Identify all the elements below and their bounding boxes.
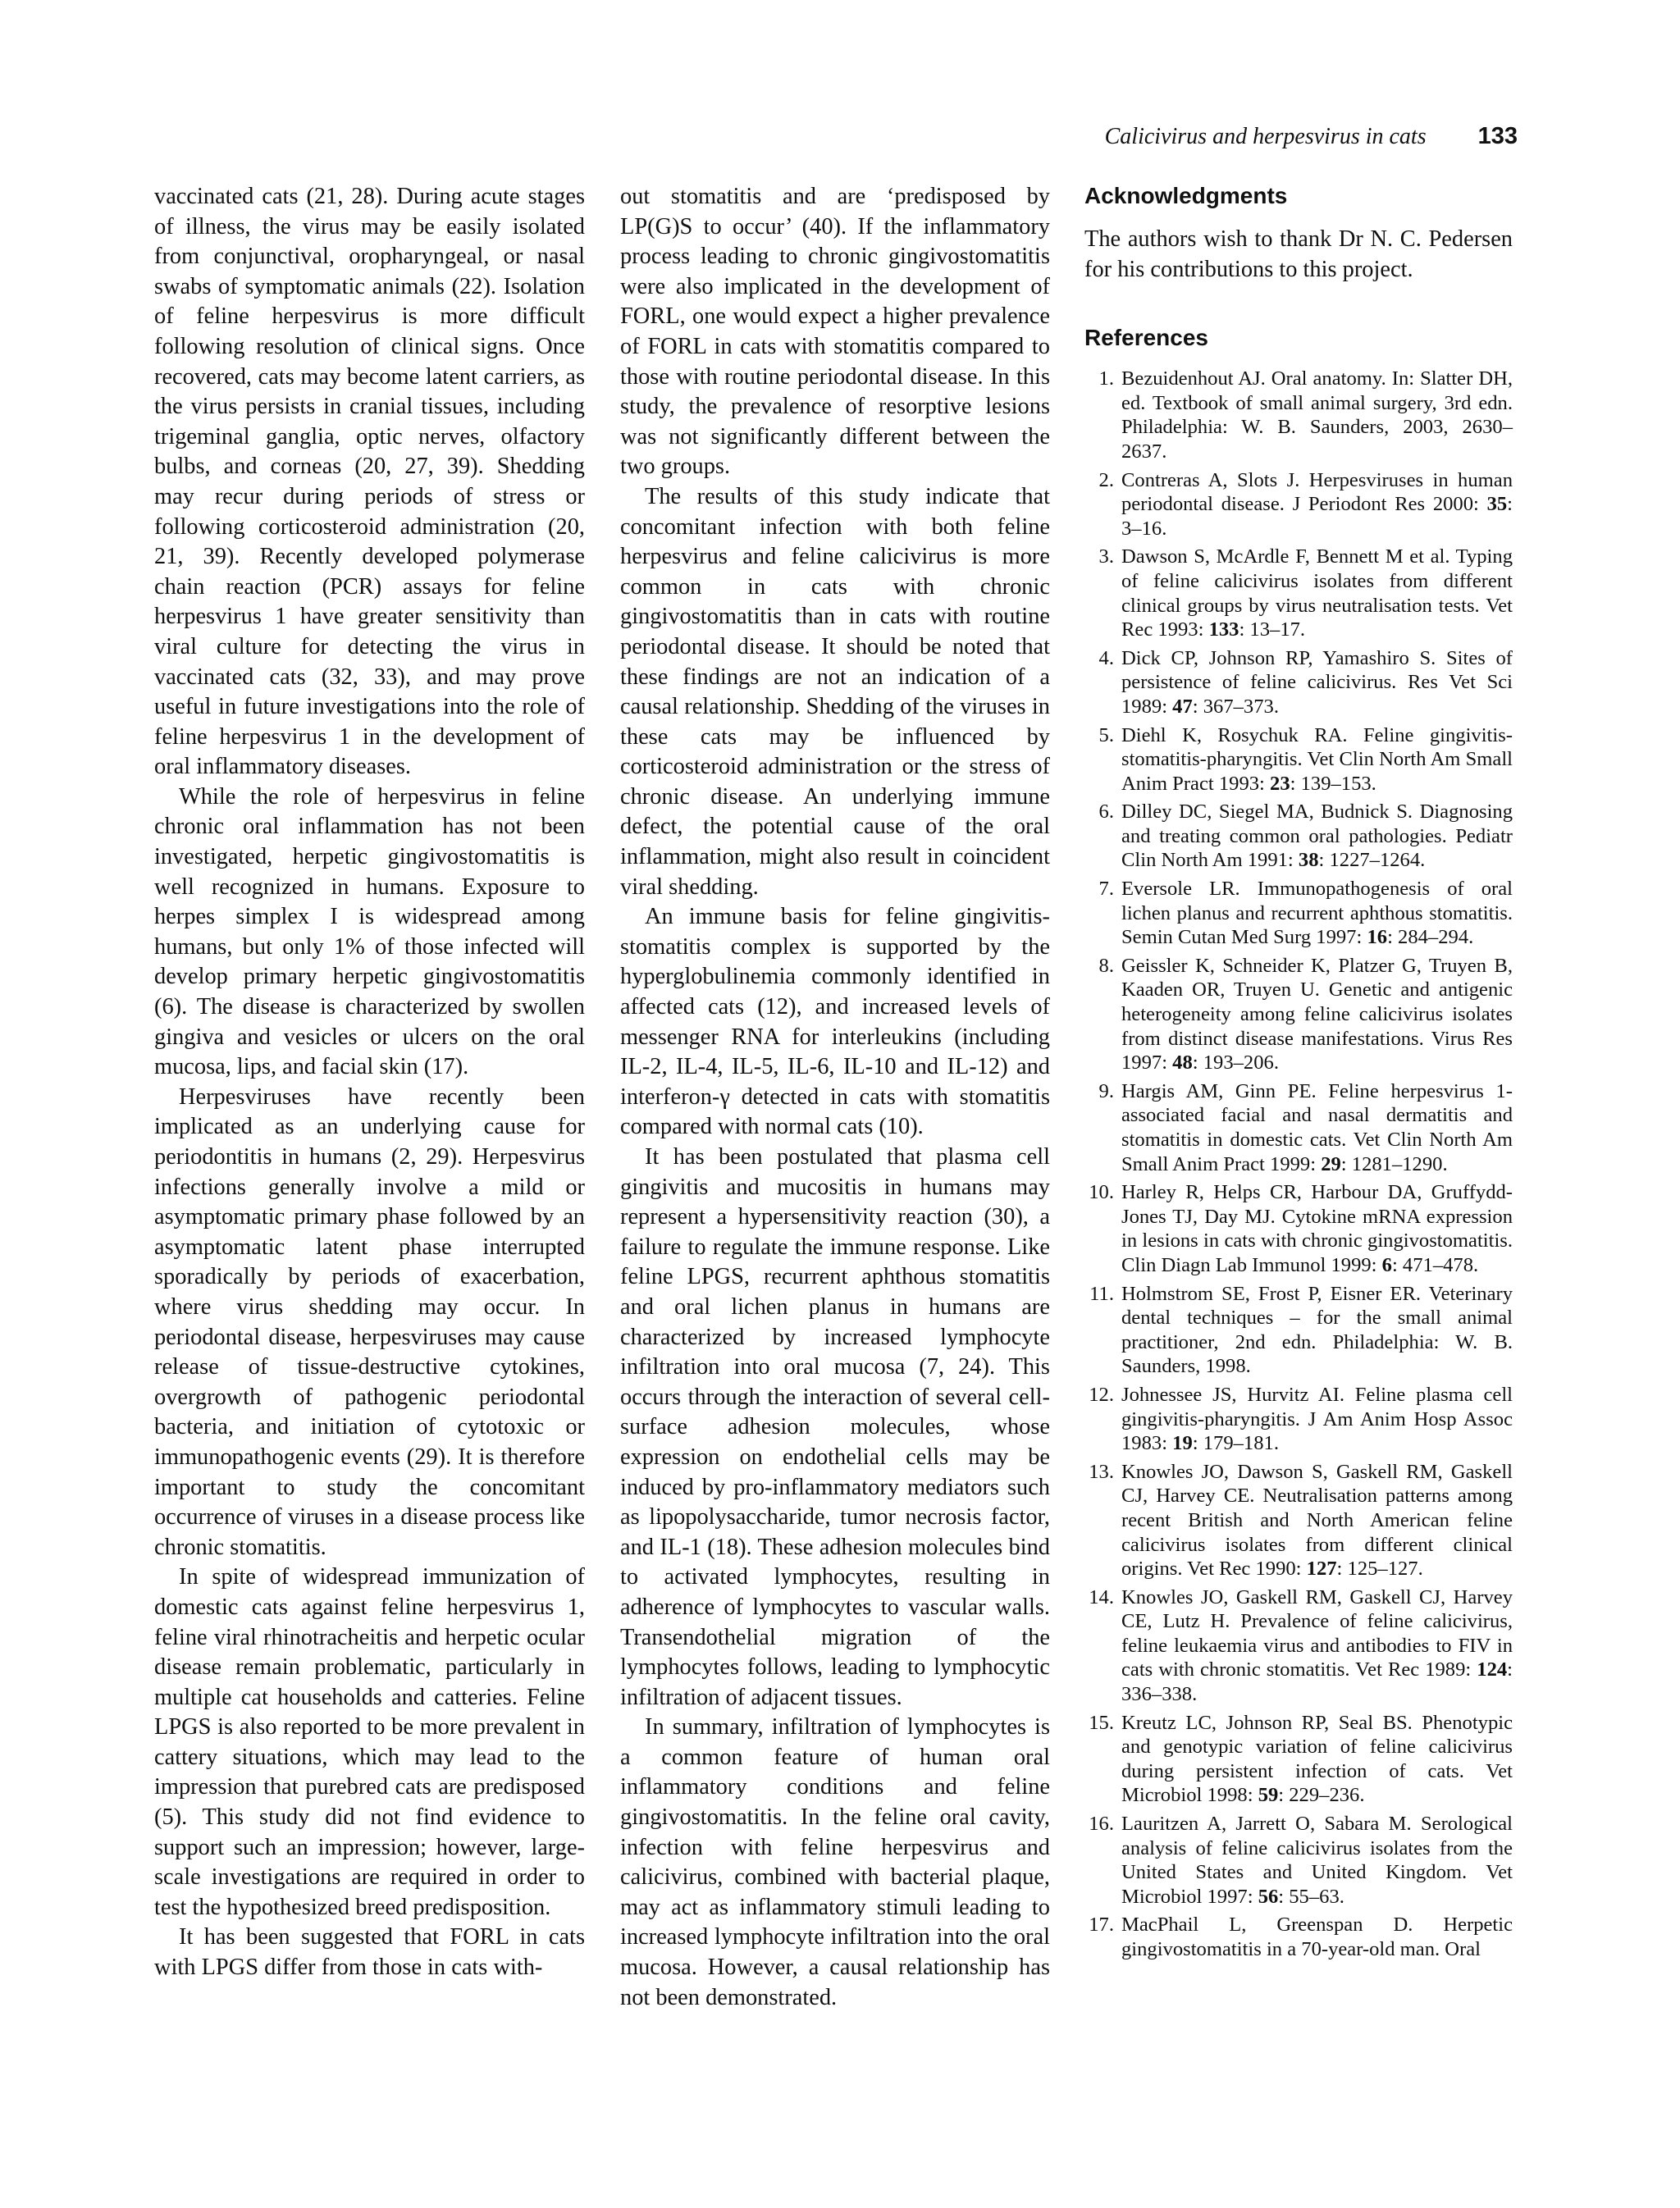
reference-text: Contreras A, Slots J. Herpesviruses in human periodontal disease. J Periodont Res 2000: (1121, 468, 1513, 516)
reference-item (1084, 800, 1513, 873)
page-number: 133 (1477, 123, 1518, 149)
reference-pages: : 55–63. (1278, 1885, 1344, 1908)
reference-volume: 127 (1306, 1558, 1337, 1581)
reference-pages: : 284–294. (1387, 926, 1474, 949)
reference-number: 5. (1098, 723, 1114, 746)
body-paragraph: The results of this study indicate that concomitant infection with both feline herpesvirus and feline calicivirus is more common in cats with chronic gingivostomatitis than in cats with routine periodontal disease. It should be noted that these findings are not an indication of a causal relationship. Shedding of the viruses in these cats may be influenced by corticosteroid administration or the stress of chronic disease. An underlying immune defect, the potential cause of the oral inflammation, might also result in coincident viral shedding. (620, 483, 1050, 900)
body-paragraph: An immune basis for feline gingivitis-stomatitis complex is supported by the hyperglobulinemia commonly identified in affected cats (12), and increased levels of messenger RNA for interleukins (including IL-2, IL-4, IL-5, IL-6, IL-10 and IL-12) and interferon-γ detected in cats with stomatitis compared with normal cats (10). (620, 904, 1050, 1140)
reference-item (1084, 1711, 1513, 1808)
references-heading: References (1084, 325, 1208, 351)
reference-text: Kreutz LC, Johnson RP, Seal BS. Phenotypic and genotypic variation of feline calicivirus during persistent infection of cats. Vet Microbiol 1998: (1121, 1711, 1513, 1807)
reference-text: Geissler K, Schneider K, Platzer G, Truyen B, Kaaden OR, Truyen U. Genetic and antigenic heterogeneity among feline calicivirus isolates from distinct disease manifestations. Virus Res 1997: (1121, 954, 1513, 1074)
reference-number: 17. (1089, 1914, 1114, 1937)
reference-item (1084, 1913, 1513, 1961)
reference-text: Knowles JO, Dawson S, Gaskell RM, Gaskell CJ, Harvey CE. Neutralisation patterns among recent British and North American feline calicivirus isolates from different clinical origins. Vet Rec 1990: (1121, 1460, 1513, 1581)
body-paragraph: out stomatitis and are ‘predisposed by LP(G)S to occur’ (40). If the inflammatory process leading to chronic gingivostomatitis were also implicated in the development of FORL, one would expect a higher prevalence of FORL in cats with stomatitis compared to those with routine periodontal disease. In this study, the prevalence of resorptive lesions was not significantly different between the two groups. (620, 184, 1050, 480)
body-paragraph: In summary, infiltration of lymphocytes is a common feature of human oral inflammatory conditions and feline gingivostomatitis. In the feline oral cavity, infection with feline herpesvirus and calicivirus, combined with bacterial plaque, may act as inflammatory stimuli leading to increased lymphocyte infiltration into the oral mucosa. However, a causal relationship has not been demonstrated. (620, 1714, 1050, 2010)
reference-number: 16. (1089, 1813, 1114, 1836)
reference-number: 11. (1089, 1282, 1114, 1305)
reference-item (1084, 1282, 1513, 1379)
body-paragraph: vaccinated cats (21, 28). During acute stages of illness, the virus may be easily isolated from conjunctival, oropharyngeal, or nasal swabs of symptomatic animals (22). Isolation of feline herpesvirus is more difficult following resolution of clinical signs. Once recovered, cats may become latent carriers, as the virus persists in cranial tissues, including trigeminal ganglia, optic nerves, olfactory bulbs, and corneas (20, 27, 39). Shedding may recur during periods of stress or following corticosteroid administration (20, 21, 39). Recently developed polymerase chain reaction (PCR) assays for feline herpesvirus 1 have greater sensitivity than viral culture for detecting the virus in vaccinated cats (32, 33), and may prove useful in future investigations into the role of feline herpesvirus 1 in the development of oral inflammatory diseases. (154, 184, 585, 780)
reference-pages: : 367–373. (1192, 695, 1279, 718)
reference-volume: 16 (1367, 926, 1388, 949)
reference-volume: 19 (1172, 1432, 1193, 1455)
reference-pages: : 125–127. (1336, 1558, 1423, 1581)
reference-volume: 133 (1208, 618, 1239, 641)
reference-text: Knowles JO, Gaskell RM, Gaskell CJ, Harvey CE, Lutz H. Prevalence of feline calicivirus, feline leukaemia virus and antibodies to FIV in cats with chronic stomatitis. Vet Rec 1989: (1121, 1585, 1513, 1681)
reference-number: 4. (1098, 646, 1114, 669)
reference-text: Dilley DC, Siegel MA, Budnick S. Diagnosing and treating common oral pathologies. Pediatr Clin North Am 1991: (1121, 801, 1513, 872)
reference-volume: 56 (1258, 1885, 1279, 1908)
reference-number: 3. (1098, 545, 1114, 568)
running-title: Calicivirus and herpesvirus in cats (1104, 124, 1427, 149)
reference-pages: : 1227–1264. (1318, 849, 1426, 872)
reference-number: 1. (1098, 367, 1114, 390)
reference-item (1084, 545, 1513, 641)
reference-volume: 59 (1258, 1784, 1279, 1807)
running-header (870, 123, 1518, 156)
reference-number: 9. (1098, 1079, 1114, 1102)
reference-item (1084, 954, 1513, 1075)
reference-number: 13. (1089, 1460, 1114, 1483)
reference-text: Dick CP, Johnson RP, Yamashiro S. Sites of persistence of feline calicivirus. Res Vet Sci 1989: (1121, 646, 1513, 718)
reference-pages: : 229–236. (1278, 1784, 1365, 1807)
reference-pages: : 471–478. (1391, 1253, 1479, 1276)
reference-number: 15. (1089, 1711, 1114, 1734)
reference-text: Lauritzen A, Jarrett O, Sabara M. Serological analysis of feline calicivirus isolates from the United States and United Kingdom. Vet Microbiol 1997: (1121, 1813, 1513, 1908)
reference-text: Dawson S, McArdle F, Bennett M et al. Typing of feline calicivirus isolates from different clinical groups by virus neutralisation tests. Vet Rec 1993: (1121, 545, 1513, 641)
body-column-3 (1084, 182, 1513, 1966)
reference-text: Bezuidenhout AJ. Oral anatomy. In: Slatter DH, ed. Textbook of small animal surgery, 3rd edn. Philadelphia: W. B. Saunders, 2003, 2630–2637. (1121, 367, 1513, 463)
reference-item (1084, 1812, 1513, 1909)
reference-pages: : 1281–1290. (1340, 1152, 1448, 1175)
reference-number: 14. (1089, 1585, 1114, 1608)
reference-item (1084, 1383, 1513, 1456)
reference-volume: 48 (1172, 1052, 1193, 1074)
body-column-2 (620, 182, 1050, 2013)
reference-pages: : 193–206. (1192, 1052, 1279, 1074)
reference-item (1084, 877, 1513, 950)
reference-volume: 6 (1381, 1253, 1392, 1276)
reference-text: Hargis AM, Ginn PE. Feline herpesvirus 1-associated facial and nasal dermatitis and stomatitis in domestic cats. Vet Clin North Am Small Anim Pract 1999: (1121, 1079, 1513, 1175)
reference-item (1084, 1079, 1513, 1176)
reference-pages: : 139–153. (1290, 772, 1376, 795)
reference-text: MacPhail L, Greenspan D. Herpetic gingivostomatitis in a 70-year-old man. Oral (1121, 1914, 1513, 1960)
body-paragraph: It has been suggested that FORL in cats with LPGS differ from those in cats with- (154, 1924, 585, 1981)
body-paragraph: In spite of widespread immunization of domestic cats against feline herpesvirus 1, feline viral rhinotracheitis and herpetic ocular disease remain problematic, particularly in multiple cat households and catteries. Feline LPGS is also reported to be more prevalent in cattery situations, which may lead to the impression that purebred cats are predisposed (5). This study did not find evidence to support such an impression; however, large-scale investigations are required in order to test the hypothesized breed predisposition. (154, 1564, 585, 1920)
reference-list (1084, 367, 1513, 1961)
body-paragraph: It has been postulated that plasma cell gingivitis and mucositis in humans may represent a hypersensitivity reaction (30), a failure to regulate the immune response. Like feline LPGS, recurrent aphthous stomatitis and oral lichen planus in humans are characterized by increased lymphocyte infiltration into oral mucosa (7, 24). This occurs through the interaction of several cell-surface adhesion molecules, whose expression on endothelial cells may be induced by pro-inflammatory mediators such as lipopolysaccharide, tumor necrosis factor, and IL-1 (18). These adhesion molecules bind to activated lymphocytes, resulting in adherence of lymphocytes to vascular walls. Transendothelial migration of the lymphocytes follows, leading to lymphocytic infiltration of adjacent tissues. (620, 1144, 1050, 1710)
reference-text: Diehl K, Rosychuk RA. Feline gingivitis-stomatitis-pharyngitis. Vet Clin North Am Small Anim Pract 1993: (1121, 723, 1513, 795)
reference-volume: 29 (1321, 1152, 1341, 1175)
reference-number: 2. (1098, 468, 1114, 491)
body-paragraph: While the role of herpesvirus in feline chronic oral inflammation has not been investigated, herpetic gingivostomatitis is well recognized in humans. Exposure to herpes simplex I is widespread among humans, but only 1% of those infected will develop primary herpetic gingivostomatitis (6). The disease is characterized by swollen gingiva and vesicles or ulcers on the oral mucosa, lips, and facial skin (17). (154, 783, 585, 1080)
reference-volume: 35 (1486, 493, 1508, 516)
reference-number: 7. (1098, 878, 1114, 901)
reference-pages: : 336–338. (1121, 1658, 1513, 1706)
body-paragraph: Herpesviruses have recently been implicated as an underlying cause for periodontitis in humans (2, 29). Herpesvirus infections generally involve a mild or asymptomatic primary phase followed by an asymptomatic latent phase interrupted sporadically by periods of exacerbation, where virus shedding may occur. In periodontal disease, herpesviruses may cause release of tissue-destructive cytokines, overgrowth of pathogenic periodontal bacteria, and initiation of cytotoxic or immunopathogenic events (29). It is therefore important to study the concomitant occurrence of viruses in a disease process like chronic stomatitis. (154, 1083, 585, 1560)
acknowledgments-text: The authors wish to thank Dr N. C. Pedersen for his contributions to this project. (1084, 226, 1513, 282)
reference-pages: : 13–17. (1239, 618, 1306, 641)
reference-item (1084, 723, 1513, 796)
reference-item (1084, 468, 1513, 541)
reference-volume: 124 (1477, 1658, 1508, 1681)
reference-item (1084, 1585, 1513, 1707)
reference-item (1084, 1460, 1513, 1581)
reference-number: 10. (1089, 1181, 1114, 1204)
reference-item (1084, 1180, 1513, 1277)
reference-item (1084, 646, 1513, 719)
reference-text: Holmstrom SE, Frost P, Eisner ER. Veterinary dental techniques – for the small animal practitioner, 2nd edn. Philadelphia: W. B. Saunders, 1998. (1121, 1282, 1513, 1378)
reference-item (1084, 367, 1513, 463)
reference-volume: 47 (1172, 695, 1193, 718)
reference-pages: : 179–181. (1192, 1432, 1279, 1455)
reference-pages: : 3–16. (1121, 493, 1513, 540)
reference-number: 12. (1089, 1383, 1114, 1406)
reference-volume: 23 (1270, 772, 1290, 795)
reference-volume: 38 (1298, 849, 1319, 872)
body-column-1 (154, 182, 585, 1983)
reference-number: 6. (1098, 801, 1114, 823)
acknowledgments-heading: Acknowledgments (1084, 183, 1288, 208)
reference-text: Eversole LR. Immunopathogenesis of oral lichen planus and recurrent aphthous stomatitis. Semin Cutan Med Surg 1997: (1121, 878, 1513, 949)
reference-text: Harley R, Helps CR, Harbour DA, Gruffydd-Jones TJ, Day MJ. Cytokine mRNA expression in lesions in cats with chronic gingivostomatitis. Clin Diagn Lab Immunol 1999: (1121, 1181, 1513, 1276)
reference-number: 8. (1098, 954, 1114, 977)
reference-text: Johnessee JS, Hurvitz AI. Feline plasma cell gingivitis-pharyngitis. J Am Anim Hosp Assoc 1983: (1121, 1383, 1513, 1455)
